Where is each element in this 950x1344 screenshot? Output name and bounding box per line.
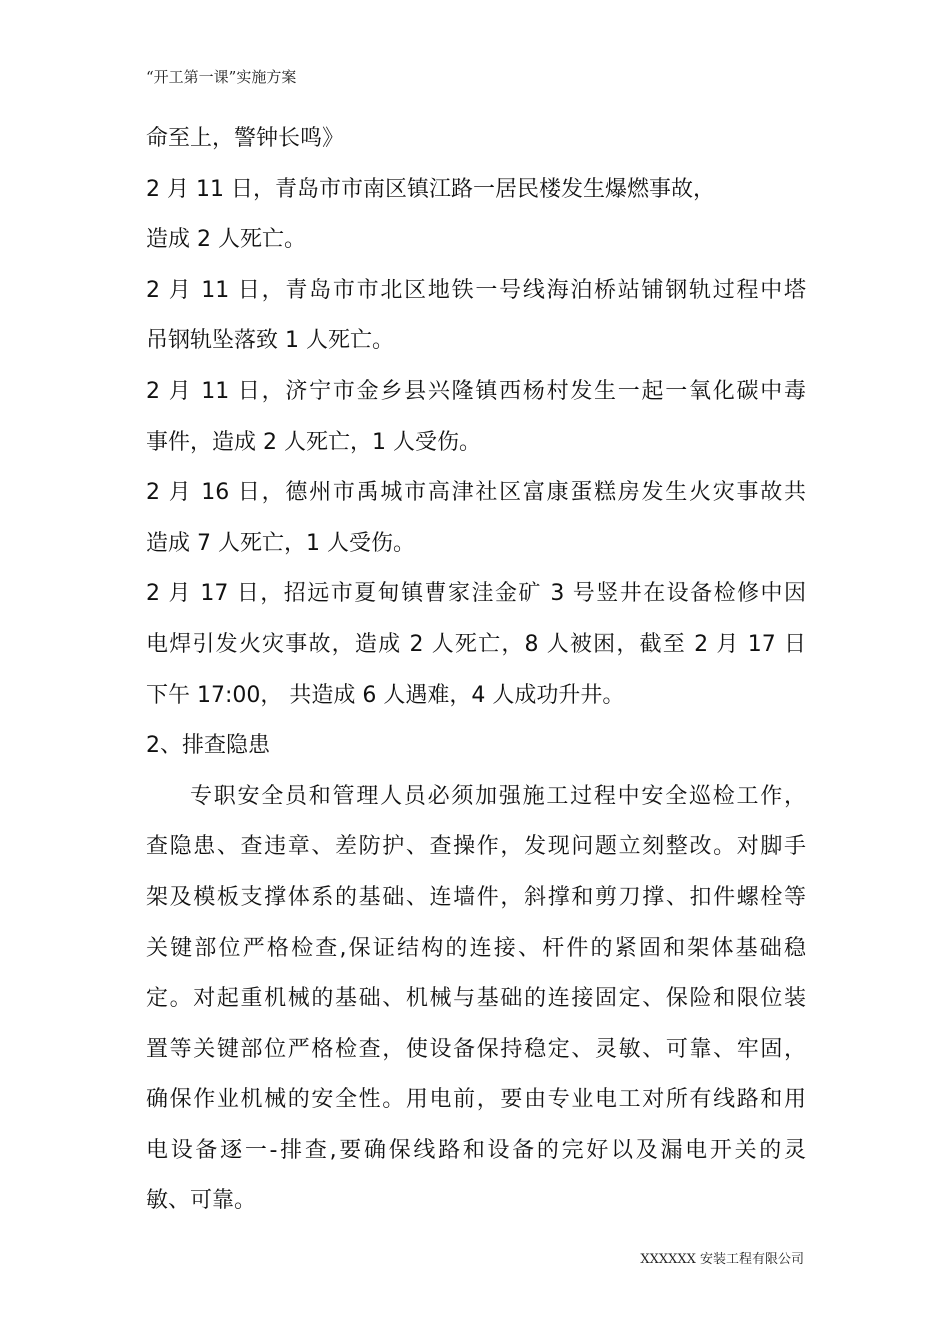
- text-line: 专职安全员和管理人员必须加强施工过程中安全巡检工作，: [190, 783, 806, 809]
- text-line: 2 月 11 日，青岛市市南区镇江路一居民楼发生爆燃事故，: [146, 176, 715, 202]
- text-line: 造成 7 人死亡，1 人受伤。: [146, 530, 415, 556]
- text-line: 吊钢轨坠落致 1 人死亡。: [146, 328, 394, 354]
- text-line: 2 月 11 日，青岛市市北区地铁一号线海泊桥站铺钢轨过程中塔: [146, 277, 806, 303]
- text-line: 命至上，警钟长鸣》: [146, 126, 345, 151]
- text-line: 敏、可靠。: [146, 1188, 257, 1214]
- text-line: 定。对起重机械的基础、机械与基础的连接固定、保险和限位装: [146, 986, 806, 1012]
- text-line: 确保作业机械的安全性。用电前，要由专业电工对所有线路和用: [146, 1087, 806, 1113]
- text-line: 关键部位严格检查,保证结构的连接、杆件的紧固和架体基础稳: [146, 935, 806, 961]
- page-header: “开工第一课”实施方案: [146, 68, 297, 86]
- text-line: 架及模板支撑体系的基础、连墙件，斜撑和剪刀撑、扣件螺栓等: [146, 884, 806, 910]
- page-footer: XXXXXX 安装工程有限公司: [640, 1252, 804, 1267]
- document-body: [146, 114, 806, 1227]
- text-line: 下午 17:00， 共造成 6 人遇难，4 人成功升井。: [146, 682, 625, 708]
- text-line: 造成 2 人死亡。: [146, 227, 306, 253]
- text-line: 2 月 16 日，德州市禹城市高津社区富康蛋糕房发生火灾事故共: [146, 480, 806, 506]
- text-line: 电设备逐一-排查,要确保线路和设备的完好以及漏电开关的灵: [146, 1137, 806, 1163]
- section-heading: 2、排查隐患: [146, 733, 270, 759]
- text-line: 电焊引发火灾事故，造成 2 人死亡，8 人被困，截至 2 月 17 日: [146, 631, 806, 657]
- text-line: 2 月 17 日，招远市夏甸镇曹家洼金矿 3 号竖井在设备检修中因: [146, 581, 806, 607]
- text-line: 置等关键部位严格检查，使设备保持稳定、灵敏、可靠、牢固，: [146, 1036, 806, 1062]
- text-line: 2 月 11 日，济宁市金乡县兴隆镇西杨村发生一起一氧化碳中毒: [146, 378, 806, 404]
- text-line: 事件，造成 2 人死亡，1 人受伤。: [146, 429, 481, 455]
- text-line: 查隐患、查违章、差防护、查操作，发现问题立刻整改。对脚手: [146, 834, 806, 860]
